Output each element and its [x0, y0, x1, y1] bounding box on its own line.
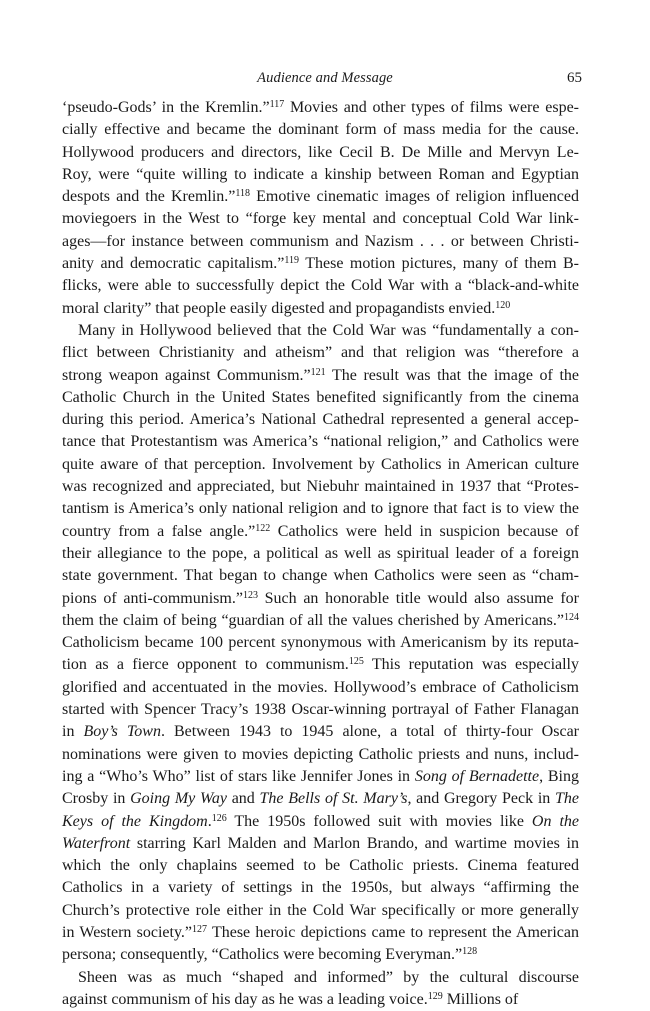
footnote-ref: 121	[310, 366, 326, 378]
text-line: state government. That began to change when Catholics were seen as “cham-	[62, 567, 579, 585]
text-line: Catholics in a variety of settings in the 1950s, but always “affirming the	[62, 879, 579, 897]
text-line: flict between Christianity and atheism” and that religion was “therefore a	[62, 344, 579, 362]
footnote-ref: 120	[495, 299, 511, 311]
text-line: their allegiance to the pope, a political as well as spiritual leader of a foreign	[62, 544, 579, 562]
italic-title: The Bells of St. Mary’s	[259, 790, 408, 808]
running-head	[0, 68, 650, 90]
text-line: cially effective and became the dominant form of mass media for the cause.	[62, 121, 579, 139]
text-line: Sheen was as much “shaped and informed” by the cultural discourse	[78, 968, 579, 986]
text-line: Catholicism became 100 percent synonymous with Americanism by its reputa-	[62, 634, 579, 652]
text-line: against communism of his day as he was a leading voice.$^{129}$ Millions of	[62, 990, 519, 1008]
text-line: ages—for instance between communism and Nazism . . . or between Christi-	[62, 232, 579, 250]
text-line: country from a false angle.”$^{122}$ Catholics were held in suspicion because of	[62, 522, 580, 540]
text-line: tance that Protestantism was America’s “national religion,” and Catholics were	[62, 433, 579, 451]
text-line: in Boy’s Town. Between 1943 to 1945 alone, a total of thirty-four Oscar	[62, 723, 579, 741]
footnote-ref: 124	[564, 611, 579, 623]
footnote-ref: 126	[211, 812, 227, 824]
text-line: ing a “Who’s Who” list of stars like Jennifer Jones in Song of Bernadette, Bing	[62, 767, 579, 785]
text-line: Church’s protective role either in the Cold War specifically or more generally	[62, 901, 579, 919]
paragraph	[62, 967, 579, 1011]
text-line: tantism is America’s only national religion and to ignore that fact is to view the	[62, 500, 579, 518]
text-line: Catholic Church in the United States benefited significantly from the cinema	[62, 388, 579, 406]
footnote-ref: 127	[192, 923, 208, 935]
footnote-ref: 119	[284, 255, 300, 267]
text-line: persona; consequently, “Catholics were becoming Everyman.”$^{128}$	[62, 946, 478, 964]
text-line: Crosby in Going My Way and The Bells of St. Mary’s, and Gregory Peck in The	[62, 790, 580, 808]
text-line: Waterfront starring Karl Malden and Marlon Brando, and wartime movies in	[62, 834, 579, 852]
text-line: during this period. America’s National Cathedral represented a general accep-	[62, 411, 579, 429]
body-text	[62, 97, 579, 1011]
italic-title: Boy’s Town	[83, 723, 161, 741]
paragraph	[62, 97, 579, 320]
footnote-ref: 123	[242, 589, 258, 601]
text-line: moral clarity” that people easily digested and propagandists envied.$^{120}$	[62, 299, 511, 317]
text-line: anity and democratic capitalism.”$^{119}$ These motion pictures, many of them B-	[62, 255, 580, 273]
text-line: Many in Hollywood believed that the Cold War was “fundamentally a con-	[78, 321, 579, 339]
text-line: started with Spencer Tracy’s 1938 Oscar-winning portrayal of Father Flanagan	[62, 701, 579, 719]
italic-title: The	[555, 790, 580, 808]
text-line: tion as a fierce opponent to communism.$^{125}$ This reputation was especially	[62, 656, 580, 674]
text-line: flicks, were able to successfully depict the Cold War with a “black-and-white	[62, 277, 579, 295]
text-line: glorified and accentuated in the movies. Hollywood’s embrace of Catholicism	[62, 678, 579, 696]
italic-title: Going My Way	[130, 790, 227, 808]
italic-title: Keys of the Kingdom	[62, 812, 208, 830]
footnote-ref: 117	[269, 99, 285, 110]
text-line: ‘pseudo-Gods’ in the Kremlin.”$^{117}$ Movies and other types of films were espe-	[62, 99, 579, 116]
footnote-ref: 122	[255, 522, 271, 534]
text-line: strong weapon against Communism.”$^{121}$ The result was that the image of the	[62, 366, 580, 384]
text-line: Keys of the Kingdom.$^{126}$ The 1950s followed suit with movies like On the	[62, 812, 579, 830]
page-number: 65	[567, 70, 582, 86]
text-line: which the only chaplains seemed to be Catholic priests. Cinema featured	[62, 857, 579, 875]
footnote-ref: 129	[427, 990, 443, 1002]
footnote-ref: 125	[348, 656, 364, 668]
text-line: Hollywood producers and directors, like Cecil B. De Mille and Mervyn Le-	[62, 143, 579, 161]
paragraph	[62, 320, 579, 967]
italic-title: On the	[531, 812, 579, 830]
running-title: Audience and Message	[257, 70, 393, 86]
text-line: nominations were given to movies depicting Catholic priests and nuns, includ-	[62, 745, 579, 763]
text-line: moviegoers in the West to “forge key mental and conceptual Cold War link-	[62, 210, 579, 228]
text-line: them the claim of being “guardian of all the values cherished by Americans.”$^{124}$	[62, 611, 579, 629]
footnote-ref: 128	[462, 946, 478, 958]
text-line: Roy, were “quite willing to indicate a kinship between Roman and Egyptian	[62, 165, 579, 183]
text-line: was recognized and appreciated, but Niebuhr maintained in 1937 that “Protes-	[62, 478, 579, 496]
italic-title: Waterfront	[62, 834, 131, 852]
text-line: pions of anti-communism.”$^{123}$ Such an honorable title would also assume for	[62, 589, 580, 607]
text-line: despots and the Kremlin.”$^{118}$ Emotive cinematic images of religion influenced	[62, 188, 579, 206]
footnote-ref: 118	[235, 188, 251, 200]
text-line: in Western society.”$^{127}$ These heroic depictions came to represent the American	[62, 923, 580, 941]
text-line: quite aware of that perception. Involvement by Catholics in American culture	[62, 455, 579, 473]
italic-title: Song of Bernadette	[414, 767, 540, 785]
